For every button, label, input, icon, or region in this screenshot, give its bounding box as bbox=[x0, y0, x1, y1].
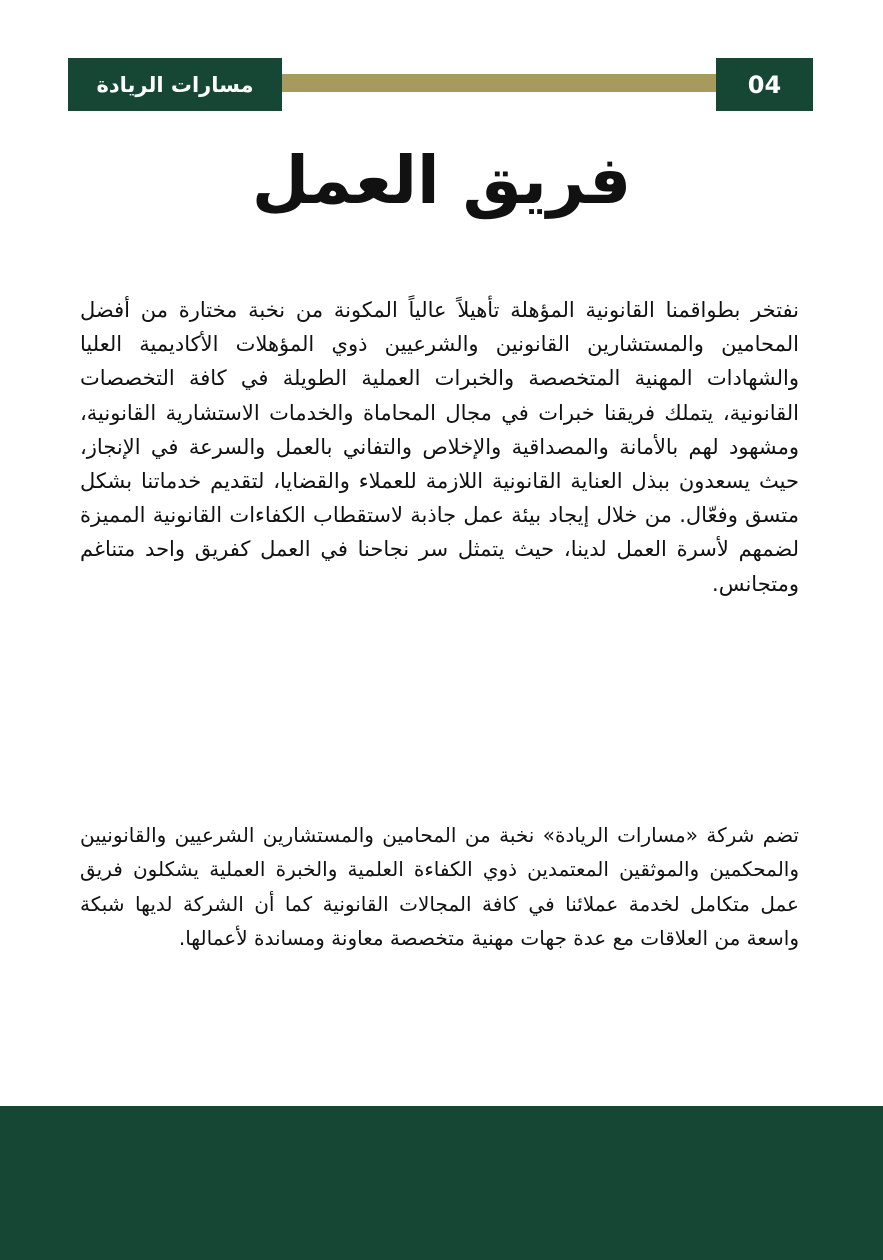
body-paragraph-1: نفتخر بطواقمنا القانونية المؤهلة تأهيلاً عالياً المكونة من نخبة مختارة من أفضل المحامين والمستشارين القانونين والشرعيين ذوي المؤهلات الأكاديمية العليا والشهادات المهنية المتخصصة والخبرات العملية الطويلة في كافة التخصصات القانونية، يتملك فريقنا خبرات في مجال المحاماة والخدمات الاستشارية القانونية، ومشهود لهم بالأمانة والمصداقية والإخلاص والتفاني بالعمل والسرعة في الإنجاز، حيث يسعدون ببذل العناية القانونية اللازمة للعملاء والقضايا، لتقديم خدماتنا بشكل متسق وفعّال. من خلال إيجاد بيئة عمل جاذبة لاستقطاب الكفاءات القانونية المميزة لضمهم لأسرة العمل لدينا، حيث يتمثل سر نجاحنا في العمل كفريق واحد متناغم ومتجانس. bbox=[80, 298, 799, 596]
header-divider-bar bbox=[282, 74, 716, 92]
footer-band bbox=[0, 1106, 883, 1260]
page-title: فريق العمل bbox=[251, 142, 632, 219]
brand-label: مسارات الريادة bbox=[68, 58, 282, 111]
page-number: 04 bbox=[716, 58, 813, 111]
body-paragraph-2: تضم شركة «مسارات الريادة» نخبة من المحامين والمستشارين الشرعيين والقانونيين والمحكمين والموثقين المعتمدين ذوي الكفاءة العلمية والخبرة العملية يشكلون فريق عمل متكامل لخدمة عملائنا في كافة المجالات القانونية كما أن الشركة لديها شبكة واسعة من العلاقات مع عدة جهات مهنية متخصصة معاونة ومساندة لأعمالها. bbox=[80, 823, 799, 951]
page-header bbox=[68, 58, 813, 111]
